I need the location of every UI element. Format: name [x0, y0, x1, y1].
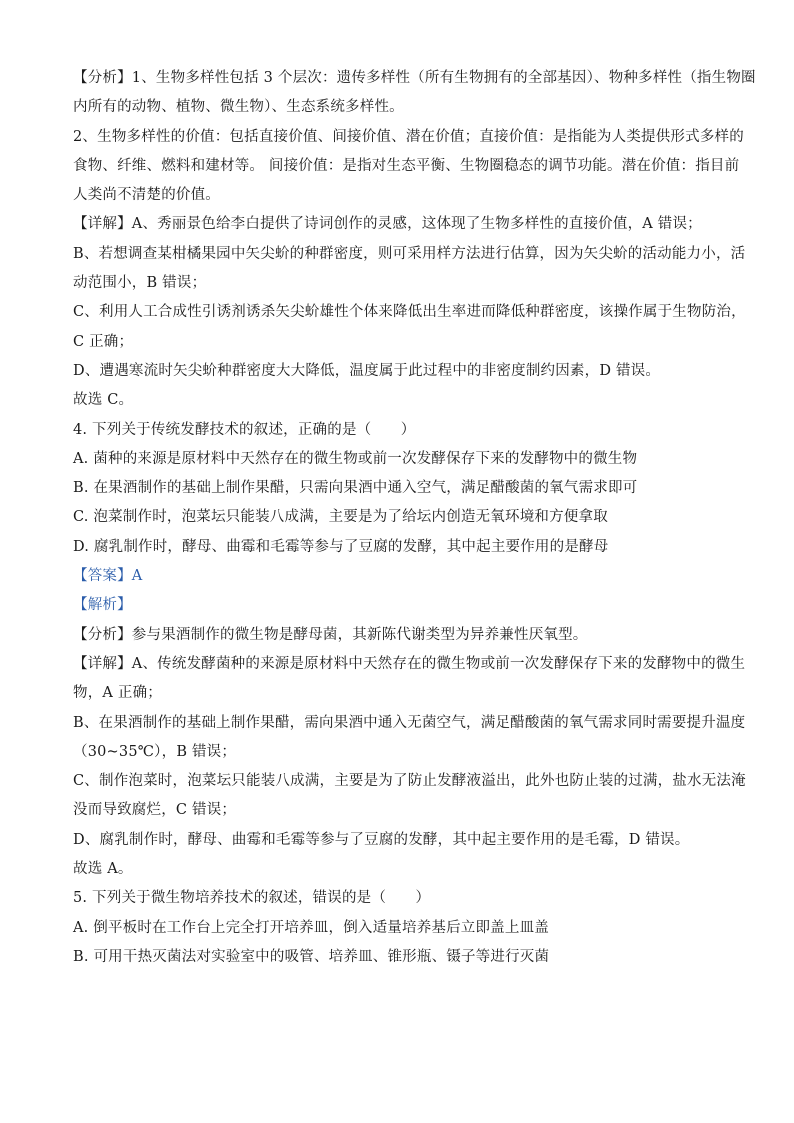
choose-a-line: 故选 A。: [73, 861, 133, 878]
detail-d-line: D、遭遇寒流时矢尖蚧种群密度大大降低，温度属于此过程中的非密度制约因素，D 错误。: [73, 362, 661, 379]
q5-option-b: B. 可用干热灭菌法对实验室中的吸管、培养皿、锥形瓶、镊子等进行灭菌: [73, 948, 550, 965]
q4-detail-b-line-2: （30~35℃），B 错误；: [73, 743, 237, 760]
detail-c-line-1: C、利用人工合成性引诱剂诱杀矢尖蚧雄性个体来降低出生率进而降低种群密度，该操作属于生物防治，: [73, 304, 746, 321]
q4-option-d: D. 腐乳制作时，酵母、曲霉和毛霉等参与了豆腐的发酵，其中起主要作用的是酵母: [73, 538, 609, 555]
q4-explanation-label: 【解析】: [73, 597, 132, 614]
q4-detail-d-line: D、腐乳制作时，酵母、曲霉和毛霉等参与了豆腐的发酵，其中起主要作用的是毛霉，D 错误。: [73, 831, 690, 848]
question-5-stem: 5. 下列关于微生物培养技术的叙述，错误的是（ ）: [73, 890, 431, 907]
q4-option-a: A. 菌种的来源是原材料中天然存在的微生物或前一次发酵保存下来的发酵物中的微生物: [73, 450, 638, 467]
detail-b-line-2: 动范围小，B 错误；: [73, 275, 207, 292]
value-line-3: 人类尚不清楚的价值。: [73, 187, 220, 204]
q4-detail-c-line-1: C、制作泡菜时，泡菜坛只能装八成满，主要是为了防止发酵液溢出，此外也防止装的过满，盐水无法淹: [73, 773, 746, 790]
choose-c-line: 故选 C。: [73, 392, 134, 409]
detail-b-line-1: B、若想调查某柑橘果园中矢尖蚧的种群密度，则可采用样方法进行估算，因为矢尖蚧的活动能力小，活: [73, 245, 746, 262]
q4-detail-a-line-1: 【详解】A、传统发酵菌种的来源是原材料中天然存在的微生物或前一次发酵保存下来的发酵物中的微生: [73, 655, 746, 672]
q4-option-c: C. 泡菜制作时，泡菜坛只能装八成满，主要是为了给坛内创造无氧环境和方便拿取: [73, 509, 608, 526]
document-page: [73, 64, 756, 972]
q4-analysis-line: 【分析】参与果酒制作的微生物是酵母菌，其新陈代谢类型为异养兼性厌氧型。: [73, 626, 588, 643]
analysis-line-1: 【分析】1、生物多样性包括 3 个层次：遗传多样性（所有生物拥有的全部基因）、物种多样性（指生物圈: [73, 70, 756, 86]
q5-option-a: A. 倒平板时在工作台上完全打开培养皿，倒入适量培养基后立即盖上皿盖: [73, 919, 549, 936]
q4-detail-c-line-2: 没而导致腐烂，C 错误；: [73, 802, 237, 819]
analysis-line-2: 内所有的动物、植物、微生物）、生态系统多样性。: [73, 99, 404, 116]
q4-answer-label: 【答案】A: [73, 568, 143, 585]
value-line-2: 食物、纤维、燃料和建材等。 间接价值：是指对生态平衡、生物圈稳态的调节功能。潜在价值：指目前: [73, 157, 740, 174]
q4-option-b: B. 在果酒制作的基础上制作果醋，只需向果酒中通入空气，满足醋酸菌的氧气需求即可: [73, 480, 638, 497]
detail-a-line: 【详解】A、秀丽景色给李白提供了诗词创作的灵感，这体现了生物多样性的直接价值，A 错误；: [73, 216, 702, 233]
question-4-stem: 4. 下列关于传统发酵技术的叙述，正确的是（ ）: [73, 421, 416, 438]
value-line-1: 2、生物多样性的价值：包括直接价值、间接价值、潜在价值；直接价值：是指能为人类提供形式多样的: [73, 128, 744, 145]
q4-detail-b-line-1: B、在果酒制作的基础上制作果醋，需向果酒中通入无菌空气，满足醋酸菌的氧气需求同时需要提升温度: [73, 714, 746, 731]
q4-detail-a-line-2: 物，A 正确；: [73, 685, 162, 702]
detail-c-line-2: C 正确；: [73, 333, 134, 350]
